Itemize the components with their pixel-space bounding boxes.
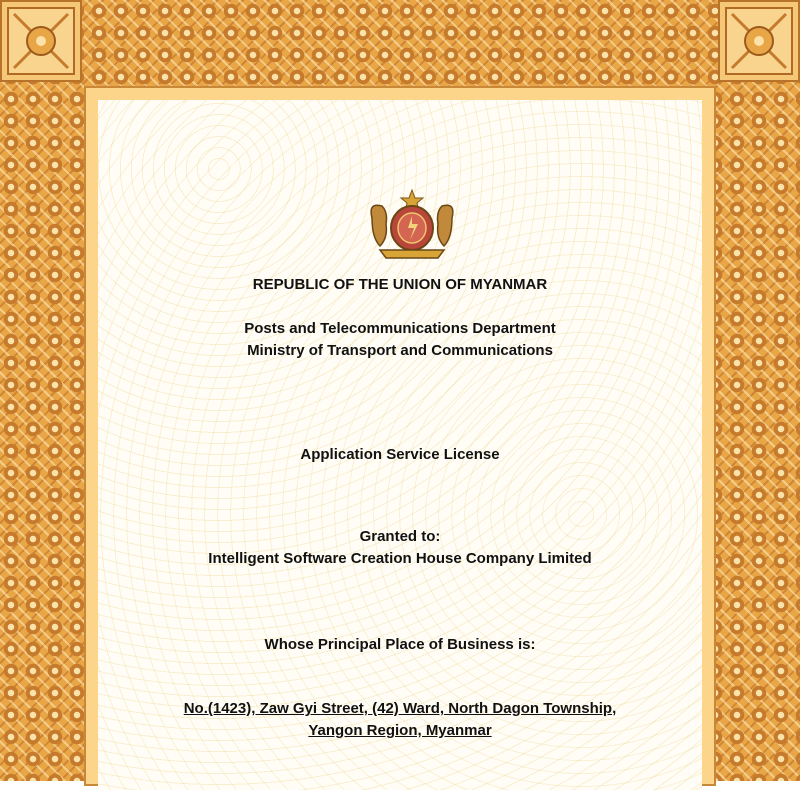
state-seal-emblem	[366, 188, 458, 260]
granted-label: Granted to:	[359, 528, 441, 545]
country-title: REPUBLIC OF THE UNION OF MYANMAR	[252, 276, 548, 293]
department-name: Posts and Telecommunications Department	[244, 320, 556, 337]
address-line-2: Yangon Region, Myanmar	[308, 722, 492, 739]
address-line-1: No.(1423), Zaw Gyi Street, (42) Ward, North Dagon Township,	[183, 700, 617, 717]
ornament-corner-icon	[0, 0, 82, 82]
license-type: Application Service License	[300, 446, 500, 463]
ministry-name: Ministry of Transport and Communications	[247, 342, 553, 359]
ornament-corner-icon	[718, 0, 800, 82]
business-label: Whose Principal Place of Business is:	[264, 636, 536, 653]
grantee-name: Intelligent Software Creation House Company Limited	[208, 550, 592, 567]
